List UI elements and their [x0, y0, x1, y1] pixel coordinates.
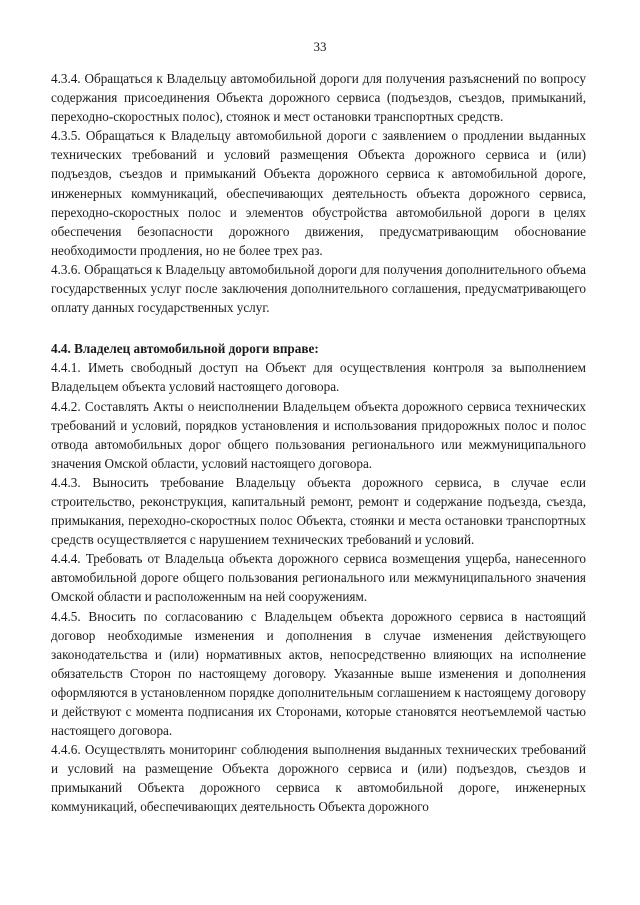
clause-4-4-6: 4.4.6. Осуществлять мониторинг соблюдения выполнения выданных технических требований и условий на размещение Объекта дорожного сервиса и (или) подъездов, съездов и примыканий Объекта дорожного сервиса к автомобильной дороге, инженерных коммуникаций, обеспечивающих деятельность Объекта дорожного: [51, 742, 586, 815]
clause-4-4-4: 4.4.4. Требовать от Владельца объекта дорожного сервиса возмещения ущерба, нанесенного автомобильной дороге общего пользования регионального или межмуниципального значения Омской области и расположенным на ней сооружениям.: [51, 551, 586, 605]
section-spacer: [51, 317, 586, 339]
clause-4-4-1: 4.4.1. Иметь свободный доступ на Объект для осуществления контроля за выполнением Владельцем объекта условий настоящего договора.: [51, 360, 586, 395]
clause-4-4-3: 4.4.3. Выносить требование Владельцу объекта дорожного сервиса, в случае если строительство, реконструкция, капитальный ремонт, ремонт и содержание подъезда, съезда, примыкания, переходно-скоростных полос Объекта, стоянки и места остановки транспортных средств осуществляется с нарушением технических требований и условий.: [51, 474, 586, 548]
clause-4-4-5: 4.4.5. Вносить по согласованию с Владельцем объекта дорожного сервиса в настоящий договор необходимые изменения и дополнения в случае изменения действующего законодательства и (или) нормативных актов, непосредственно влияющих на исполнение обязательств Сторон по настоящему договору. Указанные выше изменения и дополнения оформляются в установленном порядке дополнительным соглашением к настоящему договору и действуют с момента подписания их Сторонами, которые становятся неотъемлемой частью настоящего договора.: [51, 608, 586, 739]
clause-4-3-4: 4.3.4. Обращаться к Владельцу автомобильной дороги для получения разъяснений по вопросу содержания присоединения Объекта дорожного сервиса (подъездов, съездов, примыканий, переходно-скоростных полос), стоянок и мест остановки транспортных средств.: [51, 71, 586, 125]
section-title: Владелец автомобильной дороги вправе:: [74, 341, 319, 357]
clause-4-4-2: 4.4.2. Составлять Акты о неисполнении Владельцем объекта дорожного сервиса технических требований и условий, порядков установления и использования придорожных полос и полос отвода автомобильных дорог общего пользования регионального или межмуниципального значения Омской области, условий настоящего договора.: [51, 398, 586, 471]
clause-4-3-6: 4.3.6. Обращаться к Владельцу автомобильной дороги для получения дополнительного объема государственных услуг после заключения дополнительного соглашения, предусматривающего оплату данных государственных услуг.: [51, 261, 586, 316]
page-number: 33: [313, 39, 327, 54]
section-heading: [51, 339, 586, 358]
clause-4-3-5: 4.3.5. Обращаться к Владельцу автомобильной дороги с заявлением о продлении выданных технических требований и условий размещения Объекта дорожного сервиса и (или) подъездов, съездов и примыканий Объекта дорожного сервиса к автомобильной дороге, инженерных коммуникаций, обеспечивающих деятельность объекта дорожного сервиса, переходно-скоростных полос и элементов обустройства автомобильной дороги в целях обеспечения безопасности дорожного движения, предусматривающим обоснование необходимости продления, но не более трех раз.: [51, 128, 586, 258]
document-body: [51, 69, 586, 817]
section-number: 4.4.: [51, 341, 71, 357]
